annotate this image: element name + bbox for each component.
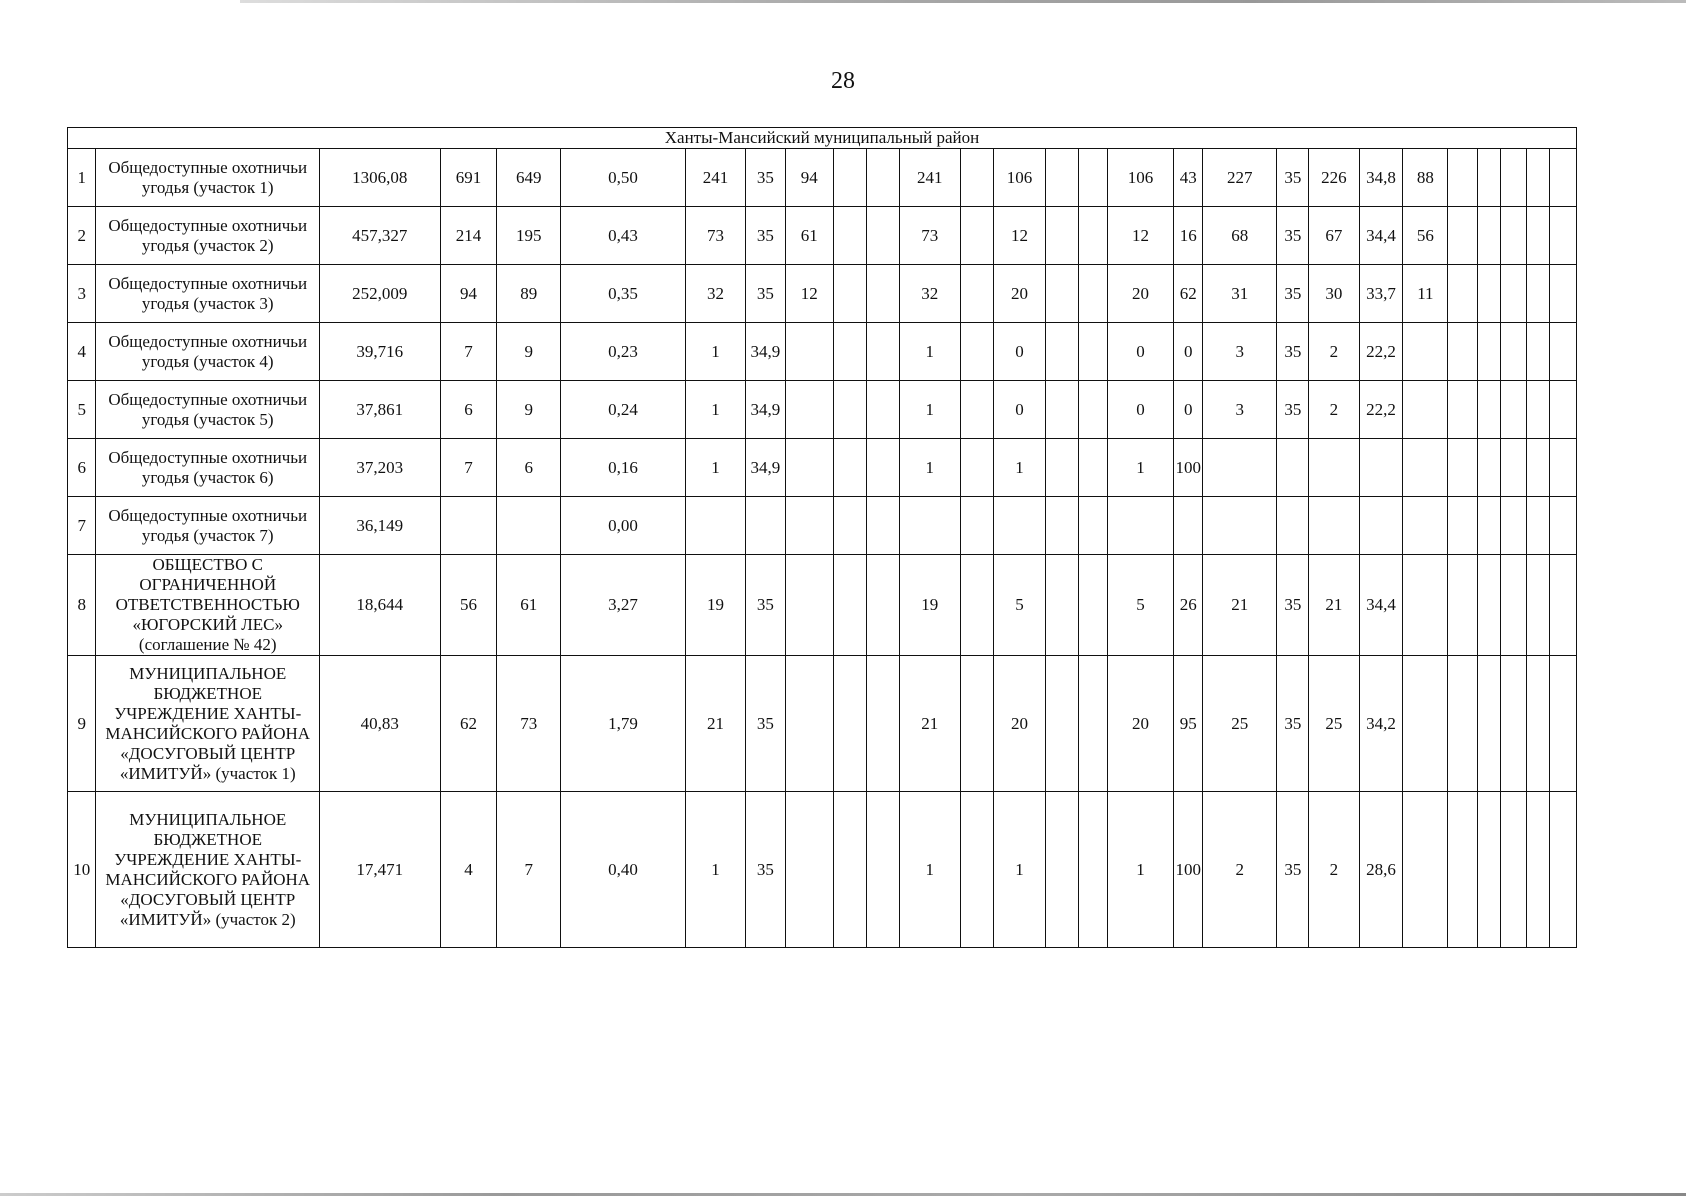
table-cell — [1527, 381, 1550, 439]
table-cell — [1550, 439, 1577, 497]
table-cell: 9 — [497, 381, 561, 439]
table-cell — [1079, 323, 1107, 381]
hunting-ground-name: Общедоступные охотничьи угодья (участок 6) — [96, 439, 320, 497]
table-cell: 21 — [1309, 555, 1359, 656]
table-cell: 35 — [746, 207, 785, 265]
table-row — [68, 381, 1577, 439]
table-cell — [866, 323, 899, 381]
table-cell: 35 — [1277, 555, 1309, 656]
table-cell — [960, 555, 993, 656]
table-cell: 95 — [1174, 656, 1202, 792]
table-cell — [1550, 381, 1577, 439]
table-cell: 30 — [1309, 265, 1359, 323]
table-cell: 35 — [1277, 323, 1309, 381]
table-cell — [960, 656, 993, 792]
table-cell — [960, 792, 993, 948]
table-cell: 73 — [899, 207, 960, 265]
table-cell: 34,9 — [746, 381, 785, 439]
table-cell — [1527, 656, 1550, 792]
table-cell — [960, 439, 993, 497]
table-cell — [1477, 656, 1500, 792]
table-cell: 649 — [497, 149, 561, 207]
table-cell — [1500, 323, 1526, 381]
table-cell: 35 — [1277, 381, 1309, 439]
table-cell: 37,861 — [319, 381, 440, 439]
table-cell — [1550, 323, 1577, 381]
table-cell — [1202, 497, 1277, 555]
table-cell: 56 — [440, 555, 497, 656]
table-cell — [866, 792, 899, 948]
table-cell — [1448, 265, 1478, 323]
row-number: 8 — [68, 555, 96, 656]
table-cell: 106 — [993, 149, 1046, 207]
table-cell — [1079, 497, 1107, 555]
table-cell: 20 — [993, 656, 1046, 792]
table-cell — [1277, 439, 1309, 497]
table-cell — [833, 381, 866, 439]
table-cell — [785, 656, 833, 792]
table-cell: 35 — [746, 792, 785, 948]
table-cell: 11 — [1403, 265, 1448, 323]
table-cell — [1477, 323, 1500, 381]
table-cell — [1448, 207, 1478, 265]
table-cell — [785, 555, 833, 656]
table-row — [68, 555, 1577, 656]
table-cell: 19 — [685, 555, 745, 656]
table-cell: 1 — [1107, 792, 1174, 948]
table-cell — [1448, 439, 1478, 497]
table-cell — [1046, 207, 1079, 265]
table-cell: 34,8 — [1359, 149, 1403, 207]
table-cell: 40,83 — [319, 656, 440, 792]
table-cell — [833, 439, 866, 497]
table-cell: 20 — [1107, 265, 1174, 323]
table-cell — [1477, 792, 1500, 948]
table-cell: 0,40 — [561, 792, 686, 948]
table-cell: 0,16 — [561, 439, 686, 497]
table-cell: 22,2 — [1359, 381, 1403, 439]
hunting-ground-name: Общедоступные охотничьи угодья (участок 4) — [96, 323, 320, 381]
scan-edge-top — [240, 0, 1686, 3]
table-cell — [833, 323, 866, 381]
table-cell — [1550, 497, 1577, 555]
table-cell: 2 — [1202, 792, 1277, 948]
table-cell: 5 — [993, 555, 1046, 656]
table-cell — [685, 497, 745, 555]
table-cell — [1403, 792, 1448, 948]
table-cell: 61 — [785, 207, 833, 265]
table-cell — [1079, 555, 1107, 656]
table-cell — [1046, 381, 1079, 439]
table-row — [68, 149, 1577, 207]
table-cell — [1202, 439, 1277, 497]
table-cell — [866, 555, 899, 656]
table-cell — [1403, 381, 1448, 439]
table-cell — [1079, 207, 1107, 265]
table-cell: 6 — [440, 381, 497, 439]
table-cell — [1448, 792, 1478, 948]
table-cell — [833, 265, 866, 323]
table-cell: 21 — [899, 656, 960, 792]
table-row — [68, 497, 1577, 555]
table-row — [68, 792, 1577, 948]
table-cell: 89 — [497, 265, 561, 323]
table-cell — [866, 656, 899, 792]
table-cell — [1309, 497, 1359, 555]
table-cell — [1550, 265, 1577, 323]
table-cell — [866, 439, 899, 497]
table-cell: 94 — [785, 149, 833, 207]
table-cell — [960, 207, 993, 265]
table-cell: 0 — [1174, 381, 1202, 439]
table-cell — [1500, 555, 1526, 656]
table-cell: 12 — [993, 207, 1046, 265]
table-cell: 6 — [497, 439, 561, 497]
table-cell: 691 — [440, 149, 497, 207]
table-cell — [785, 497, 833, 555]
hunting-ground-name: Общедоступные охотничьи угодья (участок 3) — [96, 265, 320, 323]
table-cell — [1527, 323, 1550, 381]
table-cell — [1500, 207, 1526, 265]
table-cell: 5 — [1107, 555, 1174, 656]
row-number: 7 — [68, 497, 96, 555]
table-cell: 16 — [1174, 207, 1202, 265]
table-cell — [1477, 265, 1500, 323]
table-cell: 94 — [440, 265, 497, 323]
table-cell — [1550, 149, 1577, 207]
table-cell: 1 — [899, 381, 960, 439]
table-cell — [1079, 381, 1107, 439]
hunting-ground-name: Общедоступные охотничьи угодья (участок 2) — [96, 207, 320, 265]
table-cell: 1 — [993, 439, 1046, 497]
table-cell — [1527, 439, 1550, 497]
table-cell — [1079, 149, 1107, 207]
row-number: 2 — [68, 207, 96, 265]
table-cell: 35 — [1277, 265, 1309, 323]
hunting-ground-name: ОБЩЕСТВО С ОГРАНИЧЕННОЙ ОТВЕТСТВЕННОСТЬЮ «ЮГОРСКИЙ ЛЕС» (соглашение № 42) — [96, 555, 320, 656]
table-cell — [1359, 497, 1403, 555]
table-cell — [1527, 497, 1550, 555]
table-cell: 56 — [1403, 207, 1448, 265]
hunting-ground-name: МУНИЦИПАЛЬНОЕ БЮДЖЕТНОЕ УЧРЕЖДЕНИЕ ХАНТЫ-МАНСИЙСКОГО РАЙОНА «ДОСУГОВЫЙ ЦЕНТР «ИМИТУЙ» (участок 2) — [96, 792, 320, 948]
table-cell: 0 — [1174, 323, 1202, 381]
table-cell — [1477, 497, 1500, 555]
table-cell — [1550, 656, 1577, 792]
table-cell: 28,6 — [1359, 792, 1403, 948]
table-row — [68, 323, 1577, 381]
table-cell: 0,35 — [561, 265, 686, 323]
table-cell: 241 — [685, 149, 745, 207]
table-cell — [1477, 381, 1500, 439]
table-cell — [833, 792, 866, 948]
table-cell: 1 — [685, 792, 745, 948]
table-cell: 0 — [993, 323, 1046, 381]
table-cell: 61 — [497, 555, 561, 656]
table-cell: 25 — [1309, 656, 1359, 792]
table-cell: 32 — [685, 265, 745, 323]
table-cell — [785, 792, 833, 948]
table-cell — [1550, 207, 1577, 265]
table-cell: 0,50 — [561, 149, 686, 207]
table-cell: 3,27 — [561, 555, 686, 656]
table-cell: 18,644 — [319, 555, 440, 656]
table-cell — [1550, 792, 1577, 948]
table-cell: 20 — [1107, 656, 1174, 792]
table-row — [68, 265, 1577, 323]
table-cell — [1046, 439, 1079, 497]
table-cell: 226 — [1309, 149, 1359, 207]
table-cell — [1079, 439, 1107, 497]
table-cell: 17,471 — [319, 792, 440, 948]
table-cell: 1306,08 — [319, 149, 440, 207]
table-cell: 2 — [1309, 792, 1359, 948]
table-cell — [1403, 656, 1448, 792]
table-cell: 36,149 — [319, 497, 440, 555]
table-cell — [1500, 149, 1526, 207]
table-cell: 0 — [993, 381, 1046, 439]
scan-edge-bottom — [0, 1193, 1686, 1196]
table-cell — [1477, 439, 1500, 497]
table-row — [68, 207, 1577, 265]
table-cell — [1046, 555, 1079, 656]
table-cell — [1359, 439, 1403, 497]
table-cell: 1,79 — [561, 656, 686, 792]
table-cell — [960, 323, 993, 381]
table-cell: 19 — [899, 555, 960, 656]
table-cell: 1 — [685, 439, 745, 497]
region-title: Ханты-Мансийский муниципальный район — [68, 128, 1577, 149]
row-number: 9 — [68, 656, 96, 792]
hunting-ground-name: Общедоступные охотничьи угодья (участок 1) — [96, 149, 320, 207]
table-cell: 4 — [440, 792, 497, 948]
table-cell — [833, 555, 866, 656]
table-cell — [833, 207, 866, 265]
table-cell — [960, 497, 993, 555]
row-number: 10 — [68, 792, 96, 948]
table-cell — [1448, 497, 1478, 555]
table-cell: 37,203 — [319, 439, 440, 497]
table-cell — [497, 497, 561, 555]
table-cell — [785, 323, 833, 381]
table-cell: 25 — [1202, 656, 1277, 792]
table-cell — [1046, 265, 1079, 323]
table-cell — [1500, 656, 1526, 792]
table-cell — [866, 265, 899, 323]
table-row — [68, 439, 1577, 497]
hunting-ground-name: МУНИЦИПАЛЬНОЕ БЮДЖЕТНОЕ УЧРЕЖДЕНИЕ ХАНТЫ-МАНСИЙСКОГО РАЙОНА «ДОСУГОВЫЙ ЦЕНТР «ИМИТУЙ» (участок 1) — [96, 656, 320, 792]
table-cell: 0 — [1107, 381, 1174, 439]
table-cell — [833, 149, 866, 207]
table-cell: 21 — [685, 656, 745, 792]
table-cell — [1448, 149, 1478, 207]
table-cell: 2 — [1309, 381, 1359, 439]
table-cell — [1477, 555, 1500, 656]
table-cell — [1046, 497, 1079, 555]
table-cell: 1 — [685, 323, 745, 381]
table-cell — [960, 265, 993, 323]
table-cell — [1403, 323, 1448, 381]
table-cell: 214 — [440, 207, 497, 265]
table-cell — [1500, 439, 1526, 497]
table-cell: 33,7 — [1359, 265, 1403, 323]
table-cell — [993, 497, 1046, 555]
table-cell: 20 — [993, 265, 1046, 323]
row-number: 6 — [68, 439, 96, 497]
table-cell: 7 — [440, 439, 497, 497]
table-cell — [1403, 439, 1448, 497]
table-cell: 62 — [1174, 265, 1202, 323]
table-cell: 0,24 — [561, 381, 686, 439]
table-cell: 35 — [1277, 149, 1309, 207]
page-number: 28 — [831, 68, 855, 94]
table-cell: 35 — [1277, 792, 1309, 948]
table-cell — [1550, 555, 1577, 656]
table-cell: 34,9 — [746, 439, 785, 497]
table-cell: 0,23 — [561, 323, 686, 381]
table-cell: 241 — [899, 149, 960, 207]
table-cell — [866, 497, 899, 555]
table-cell — [833, 497, 866, 555]
row-number: 1 — [68, 149, 96, 207]
table-cell — [785, 381, 833, 439]
table-cell — [1527, 207, 1550, 265]
table-cell: 35 — [746, 656, 785, 792]
table-cell: 21 — [1202, 555, 1277, 656]
table-cell: 39,716 — [319, 323, 440, 381]
table-cell: 1 — [993, 792, 1046, 948]
table-cell — [746, 497, 785, 555]
row-number: 5 — [68, 381, 96, 439]
table-cell — [1046, 323, 1079, 381]
table-cell — [1079, 792, 1107, 948]
table-cell — [866, 381, 899, 439]
table-cell — [1107, 497, 1174, 555]
table-cell — [1403, 555, 1448, 656]
table-cell: 31 — [1202, 265, 1277, 323]
table-cell: 1 — [899, 439, 960, 497]
table-cell: 1 — [899, 792, 960, 948]
table-cell — [1174, 497, 1202, 555]
table-cell: 88 — [1403, 149, 1448, 207]
table-cell: 0 — [1107, 323, 1174, 381]
table-cell — [1500, 381, 1526, 439]
hunting-ground-name: Общедоступные охотничьи угодья (участок 7) — [96, 497, 320, 555]
table-cell: 0,43 — [561, 207, 686, 265]
table-cell: 7 — [497, 792, 561, 948]
table-cell — [1527, 792, 1550, 948]
table-cell: 100 — [1174, 439, 1202, 497]
table-cell — [866, 207, 899, 265]
table-cell — [1500, 497, 1526, 555]
table-cell: 7 — [440, 323, 497, 381]
table-cell — [1403, 497, 1448, 555]
table-cell — [1477, 207, 1500, 265]
table-cell — [785, 439, 833, 497]
table-cell: 3 — [1202, 381, 1277, 439]
table-cell — [1500, 265, 1526, 323]
table-cell: 106 — [1107, 149, 1174, 207]
table-cell: 12 — [1107, 207, 1174, 265]
table-cell: 35 — [1277, 656, 1309, 792]
table-cell — [1448, 555, 1478, 656]
table-cell: 62 — [440, 656, 497, 792]
table-cell: 34,4 — [1359, 207, 1403, 265]
table-cell: 73 — [497, 656, 561, 792]
hunting-grounds-table — [67, 127, 1577, 948]
table-cell: 26 — [1174, 555, 1202, 656]
table-cell: 0,00 — [561, 497, 686, 555]
table-cell: 35 — [746, 265, 785, 323]
table-cell: 34,2 — [1359, 656, 1403, 792]
table-cell: 67 — [1309, 207, 1359, 265]
table-cell: 12 — [785, 265, 833, 323]
table-cell — [1527, 555, 1550, 656]
table-cell: 68 — [1202, 207, 1277, 265]
table-cell — [960, 381, 993, 439]
table-cell: 1 — [899, 323, 960, 381]
table-cell — [833, 656, 866, 792]
table-cell: 227 — [1202, 149, 1277, 207]
table-cell — [1448, 323, 1478, 381]
table-cell — [1527, 149, 1550, 207]
table-cell — [1309, 439, 1359, 497]
table-cell: 32 — [899, 265, 960, 323]
region-header-row — [68, 128, 1577, 149]
row-number: 3 — [68, 265, 96, 323]
table-cell: 43 — [1174, 149, 1202, 207]
table-cell: 34,9 — [746, 323, 785, 381]
hunting-ground-name: Общедоступные охотничьи угодья (участок 5) — [96, 381, 320, 439]
table-cell — [899, 497, 960, 555]
table-cell: 1 — [685, 381, 745, 439]
table-cell — [1046, 792, 1079, 948]
table-cell: 9 — [497, 323, 561, 381]
table-cell — [1079, 265, 1107, 323]
table-cell: 73 — [685, 207, 745, 265]
table-cell — [1477, 149, 1500, 207]
table-cell — [866, 149, 899, 207]
table-cell — [1448, 381, 1478, 439]
table-cell: 252,009 — [319, 265, 440, 323]
table-cell: 2 — [1309, 323, 1359, 381]
table-cell: 34,4 — [1359, 555, 1403, 656]
table-cell — [1046, 656, 1079, 792]
table-cell — [1500, 792, 1526, 948]
row-number: 4 — [68, 323, 96, 381]
table-cell: 35 — [746, 555, 785, 656]
table-row — [68, 656, 1577, 792]
table-cell: 3 — [1202, 323, 1277, 381]
table-cell: 100 — [1174, 792, 1202, 948]
table-cell: 1 — [1107, 439, 1174, 497]
table-cell — [440, 497, 497, 555]
table-cell: 35 — [1277, 207, 1309, 265]
table-cell: 457,327 — [319, 207, 440, 265]
table-cell — [1046, 149, 1079, 207]
table-cell: 195 — [497, 207, 561, 265]
table-cell: 35 — [746, 149, 785, 207]
table-cell — [1527, 265, 1550, 323]
table-cell: 22,2 — [1359, 323, 1403, 381]
table-cell — [1277, 497, 1309, 555]
table-cell — [1079, 656, 1107, 792]
table-cell — [1448, 656, 1478, 792]
table-cell — [960, 149, 993, 207]
